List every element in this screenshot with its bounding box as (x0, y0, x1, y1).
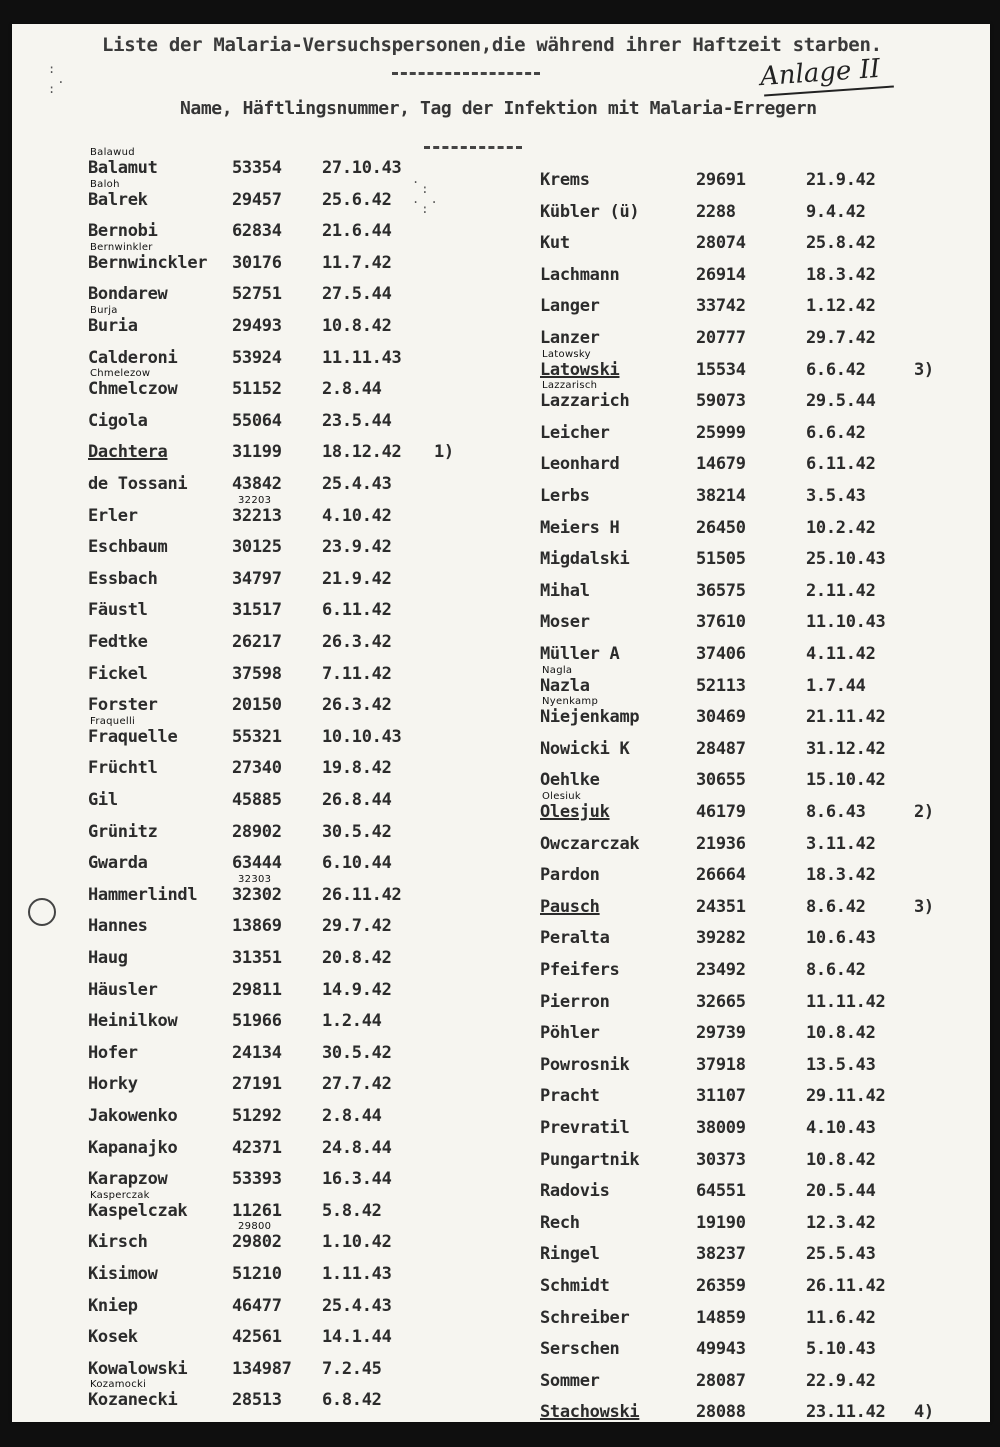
prisoner-name: Pungartnik (540, 1149, 640, 1170)
prisoner-name: Kosek (88, 1327, 138, 1348)
infection-date: 25.10.43 (806, 549, 886, 570)
prisoner-number: 14679 (696, 454, 746, 475)
prisoner-number: 30655 (696, 770, 746, 791)
prisoner-name: Gwarda (88, 853, 148, 874)
prisoner-name: Calderoni (88, 347, 178, 368)
infection-date: 21.9.42 (322, 568, 392, 589)
infection-date: 23.9.42 (322, 537, 392, 558)
prisoner-name: Leonhard (540, 454, 620, 475)
prisoner-name: Niejenkamp (540, 707, 640, 728)
prisoner-number: 29739 (696, 1023, 746, 1044)
handwritten-name-correction: Kozamocki (90, 1379, 147, 1391)
infection-date: 26.11.42 (322, 884, 402, 905)
footnote-ref: 3) (914, 896, 934, 917)
prisoner-number: 42561 (232, 1327, 282, 1348)
prisoner-name: Heinilkow (88, 1011, 178, 1032)
prisoner-name: Cigola (88, 410, 148, 431)
prisoner-name: Langer (540, 296, 600, 317)
prisoner-name: Erler (88, 505, 138, 526)
prisoner-name: Balamut (88, 158, 158, 178)
prisoner-name: Serschen (540, 1339, 620, 1360)
prisoner-name: Dachtera (88, 442, 168, 463)
infection-date: 25.8.42 (806, 233, 876, 254)
infection-date: 1.10.42 (322, 1232, 392, 1253)
prisoner-number: 29493 (232, 316, 282, 336)
infection-date: 18.3.42 (806, 264, 876, 285)
infection-date: 23.11.42 (806, 1402, 886, 1422)
infection-date: 27.7.42 (322, 1074, 392, 1095)
prisoner-name: Kirsch (88, 1232, 148, 1253)
handwritten-name-correction: Chmelezow (90, 368, 151, 380)
prisoner-number: 36575 (696, 580, 746, 601)
prisoner-number: 14859 (696, 1307, 746, 1328)
prisoner-number: 27191 (232, 1074, 282, 1095)
prisoner-number: 32302 (232, 884, 282, 905)
prisoner-name: Horky (88, 1074, 138, 1095)
infection-date: 6.10.44 (322, 853, 392, 874)
prisoner-name: Fedtke (88, 632, 148, 652)
prisoner-name: Hofer (88, 1042, 138, 1063)
prisoner-number: 38009 (696, 1118, 746, 1138)
prisoner-number: 26664 (696, 865, 746, 886)
prisoner-number: 21936 (696, 833, 746, 854)
prisoner-name: Kowalowski (88, 1358, 188, 1379)
handwritten-number-correction: 32303 (238, 873, 272, 885)
prisoner-name: Latowski (540, 359, 620, 380)
infection-date: 2.11.42 (806, 580, 876, 601)
prisoner-name: Schmidt (540, 1276, 610, 1296)
infection-date: 22.9.42 (806, 1370, 876, 1391)
prisoner-name: Radovis (540, 1181, 610, 1202)
prisoner-name: Buria (88, 316, 138, 336)
prisoner-number: 43842 (232, 474, 282, 494)
prisoner-name: Hammerlindl (88, 884, 198, 905)
prisoner-number: 52751 (232, 284, 282, 305)
prisoner-name: Pfeifers (540, 960, 620, 980)
prisoner-name: Karapzow (88, 1169, 168, 1190)
infection-date: 1.11.43 (322, 1264, 392, 1284)
prisoner-name: Chmelczow (88, 379, 178, 400)
infection-date: 6.6.42 (806, 422, 866, 443)
prisoner-number: 53354 (232, 158, 282, 178)
infection-date: 26.3.42 (322, 695, 392, 716)
prisoner-name: Kozanecki (88, 1390, 178, 1411)
prisoner-number: 31107 (696, 1086, 746, 1107)
stray-marks-margin: : . : (48, 62, 67, 96)
infection-date: 1.12.42 (806, 296, 876, 317)
infection-date: 25.4.43 (322, 1295, 392, 1316)
handwritten-name-correction: Nyenkamp (542, 696, 599, 708)
infection-date: 14.9.42 (322, 979, 392, 1000)
prisoner-number: 52113 (696, 675, 746, 696)
prisoner-number: 31351 (232, 948, 282, 968)
handwritten-name-correction: Nagla (542, 664, 573, 676)
infection-date: 4.11.42 (806, 644, 876, 664)
prisoner-number: 45885 (232, 790, 282, 810)
infection-date: 11.11.43 (322, 347, 402, 368)
infection-date: 27.10.43 (322, 158, 402, 178)
infection-date: 8.6.42 (806, 896, 866, 917)
prisoner-name: de Tossani (88, 474, 188, 494)
handwritten-name-correction: Latowsky (542, 348, 591, 360)
prisoner-number: 62834 (232, 221, 282, 242)
prisoner-number: 49943 (696, 1339, 746, 1360)
prisoner-name: Lazzarich (540, 391, 630, 412)
prisoner-number: 53393 (232, 1169, 282, 1190)
prisoner-number: 23492 (696, 960, 746, 980)
handwritten-name-correction: Kasperczak (90, 1189, 150, 1201)
prisoner-number: 30176 (232, 252, 282, 273)
prisoner-number: 24134 (232, 1042, 282, 1063)
prisoner-number: 11261 (232, 1200, 282, 1221)
prisoner-name: Balrek (88, 189, 148, 210)
prisoner-number: 31199 (232, 442, 282, 463)
prisoner-number: 53924 (232, 347, 282, 368)
prisoner-name: Powrosnik (540, 1054, 630, 1075)
infection-date: 19.8.42 (322, 758, 392, 779)
infection-date: 11.10.43 (806, 612, 886, 633)
prisoner-number: 28487 (696, 738, 746, 759)
prisoner-name: Pracht (540, 1086, 600, 1107)
prisoner-name: Nowicki K (540, 738, 630, 759)
prisoner-number: 55064 (232, 410, 282, 431)
prisoner-number: 24351 (696, 896, 746, 917)
prisoner-number: 38214 (696, 486, 746, 506)
prisoner-number: 38237 (696, 1244, 746, 1265)
prisoner-number: 29457 (232, 189, 282, 210)
infection-date: 15.10.42 (806, 770, 886, 791)
prisoner-name: Peralta (540, 928, 610, 949)
footnote-ref: 2) (914, 802, 934, 822)
infection-date: 10.8.42 (806, 1023, 876, 1044)
prisoner-number: 37406 (696, 644, 746, 664)
prisoner-number: 29691 (696, 170, 746, 190)
infection-date: 20.8.42 (322, 948, 392, 968)
prisoner-number: 37598 (232, 663, 282, 684)
prisoner-name: Fraquelle (88, 726, 178, 747)
infection-date: 25.5.43 (806, 1244, 876, 1265)
prisoner-number: 28088 (696, 1402, 746, 1422)
prisoner-number: 28513 (232, 1390, 282, 1411)
infection-date: 4.10.43 (806, 1118, 876, 1138)
prisoner-number: 29811 (232, 979, 282, 1000)
infection-date: 10.8.42 (806, 1149, 876, 1170)
prisoner-number: 25999 (696, 422, 746, 443)
prisoner-number: 32213 (232, 505, 282, 526)
infection-date: 6.11.42 (322, 600, 392, 621)
infection-date: 9.4.42 (806, 201, 866, 222)
prisoner-name: Meiers H (540, 517, 620, 538)
prisoner-number: 26450 (696, 517, 746, 538)
prisoner-name: Pausch (540, 896, 600, 917)
prisoner-number: 59073 (696, 391, 746, 412)
prisoner-number: 20150 (232, 695, 282, 716)
handwritten-annotation: Anlage II (759, 53, 882, 93)
handwritten-name-correction: Fraquelli (90, 715, 136, 727)
infection-date: 7.11.42 (322, 663, 392, 684)
infection-date: 12.3.42 (806, 1212, 876, 1233)
infection-date: 18.12.42 (322, 442, 402, 463)
infection-date: 2.8.44 (322, 1106, 382, 1126)
prisoner-name: Hannes (88, 916, 148, 937)
prisoner-name: Kniep (88, 1295, 138, 1316)
infection-date: 26.11.42 (806, 1276, 886, 1296)
infection-date: 21.11.42 (806, 707, 886, 728)
prisoner-number: 37610 (696, 612, 746, 633)
infection-date: 29.5.44 (806, 391, 876, 412)
prisoner-name: Sommer (540, 1370, 600, 1391)
prisoner-number: 28074 (696, 233, 746, 254)
prisoner-name: Stachowski (540, 1402, 640, 1422)
handwritten-number-correction: 29800 (238, 1221, 272, 1233)
prisoner-number: 27340 (232, 758, 282, 779)
document-page (12, 24, 990, 1422)
prisoner-name: Kisimow (88, 1264, 158, 1284)
prisoner-number: 64551 (696, 1181, 746, 1202)
prisoner-name: Kaspelczak (88, 1200, 188, 1221)
infection-date: 11.6.42 (806, 1307, 876, 1328)
prisoner-name: Mihal (540, 580, 590, 601)
prisoner-name: Owczarczak (540, 833, 640, 854)
prisoner-number: 46477 (232, 1295, 282, 1316)
infection-date: 24.8.44 (322, 1137, 392, 1158)
infection-date: 26.8.44 (322, 790, 392, 810)
prisoner-number: 30373 (696, 1149, 746, 1170)
infection-date: 10.8.42 (322, 316, 392, 336)
prisoner-name: Pöhler (540, 1023, 600, 1044)
prisoner-name: Bernobi (88, 221, 158, 242)
prisoner-number: 2288 (696, 201, 736, 222)
prisoner-number: 26914 (696, 264, 746, 285)
prisoner-name: Eschbaum (88, 537, 168, 558)
prisoner-number: 51292 (232, 1106, 282, 1126)
infection-date: 25.6.42 (322, 189, 392, 210)
prisoner-name: Fäustl (88, 600, 148, 621)
handwritten-name-correction: Olesiuk (542, 791, 582, 802)
footnote-ref: 3) (914, 359, 934, 380)
prisoner-number: 19190 (696, 1212, 746, 1233)
prisoner-name: Bernwinckler (88, 252, 208, 273)
subtitle-rule (424, 146, 522, 149)
infection-date: 30.5.42 (322, 1042, 392, 1063)
prisoner-number: 26359 (696, 1276, 746, 1296)
infection-date: 2.8.44 (322, 379, 382, 400)
prisoner-number: 30125 (232, 537, 282, 558)
prisoner-number: 20777 (696, 328, 746, 348)
prisoner-number: 32665 (696, 991, 746, 1012)
prisoner-name: Prevratil (540, 1118, 630, 1138)
footnote-ref: 1) (434, 442, 454, 463)
infection-date: 6.6.42 (806, 359, 866, 380)
infection-date: 30.5.42 (322, 821, 392, 842)
infection-date: 27.5.44 (322, 284, 392, 305)
infection-date: 16.3.44 (322, 1169, 392, 1190)
prisoner-number: 31517 (232, 600, 282, 621)
prisoner-name: Rech (540, 1212, 580, 1233)
prisoner-name: Ringel (540, 1244, 600, 1265)
infection-date: 21.9.42 (806, 170, 876, 190)
infection-date: 5.10.43 (806, 1339, 876, 1360)
handwritten-name-correction: Balawud (90, 147, 135, 158)
infection-date: 10.2.42 (806, 517, 876, 538)
prisoner-number: 63444 (232, 853, 282, 874)
prisoner-number: 15534 (696, 359, 746, 380)
prisoner-name: Kapanajko (88, 1137, 178, 1158)
infection-date: 13.5.43 (806, 1054, 876, 1075)
prisoner-name: Migdalski (540, 549, 630, 570)
document-title: Liste der Malaria-Versuchspersonen,die während ihrer Haftzeit starben. (102, 34, 882, 56)
stray-marks: . : . . : (412, 172, 440, 216)
prisoner-name: Krems (540, 170, 590, 190)
prisoner-number: 37918 (696, 1054, 746, 1075)
infection-date: 29.7.42 (806, 328, 876, 348)
column-heading: Name, Häftlingsnummer, Tag der Infektion mit Malaria-Erregern (180, 98, 817, 119)
prisoner-name: Lerbs (540, 486, 590, 506)
punch-hole (28, 898, 56, 926)
prisoner-name: Pierron (540, 991, 610, 1012)
infection-date: 4.10.42 (322, 505, 392, 526)
handwritten-number-correction: 32203 (238, 494, 272, 506)
prisoner-name: Nazla (540, 675, 590, 696)
infection-date: 14.1.44 (322, 1327, 392, 1348)
prisoner-name: Grünitz (88, 821, 158, 842)
handwritten-name-correction: Burja (90, 305, 118, 316)
infection-date: 11.11.42 (806, 991, 886, 1012)
prisoner-number: 29802 (232, 1232, 282, 1253)
prisoner-number: 28087 (696, 1370, 746, 1391)
infection-date: 10.10.43 (322, 726, 402, 747)
prisoner-number: 13869 (232, 916, 282, 937)
prisoner-name: Forster (88, 695, 158, 716)
infection-date: 3.11.42 (806, 833, 876, 854)
prisoner-name: Bondarew (88, 284, 168, 305)
prisoner-number: 134987 (232, 1358, 292, 1379)
infection-date: 20.5.44 (806, 1181, 876, 1202)
prisoner-name: Pardon (540, 865, 600, 886)
infection-date: 21.6.44 (322, 221, 392, 242)
prisoner-number: 26217 (232, 632, 282, 652)
infection-date: 8.6.42 (806, 960, 866, 980)
prisoner-number: 30469 (696, 707, 746, 728)
prisoner-name: Gil (88, 790, 118, 810)
infection-date: 1.7.44 (806, 675, 866, 696)
infection-date: 10.6.43 (806, 928, 876, 949)
prisoner-number: 34797 (232, 568, 282, 589)
infection-date: 29.11.42 (806, 1086, 886, 1107)
infection-date: 29.7.42 (322, 916, 392, 937)
prisoner-name: Lanzer (540, 328, 600, 348)
prisoner-number: 46179 (696, 802, 746, 822)
infection-date: 8.6.43 (806, 802, 866, 822)
prisoner-name: Moser (540, 612, 590, 633)
prisoner-number: 42371 (232, 1137, 282, 1158)
prisoner-number: 51210 (232, 1264, 282, 1284)
prisoner-name: Oehlke (540, 770, 600, 791)
prisoner-name: Fickel (88, 663, 148, 684)
prisoner-name: Schreiber (540, 1307, 630, 1328)
prisoner-number: 55321 (232, 726, 282, 747)
prisoner-name: Lachmann (540, 264, 620, 285)
infection-date: 18.3.42 (806, 865, 876, 886)
prisoner-number: 28902 (232, 821, 282, 842)
prisoner-name: Haug (88, 948, 128, 968)
infection-date: 11.7.42 (322, 252, 392, 273)
prisoner-name: Kut (540, 233, 570, 254)
prisoner-name: Essbach (88, 568, 158, 589)
prisoner-number: 51966 (232, 1011, 282, 1032)
infection-date: 31.12.42 (806, 738, 886, 759)
handwritten-name-correction: Baloh (90, 178, 120, 190)
title-rule (392, 72, 540, 75)
prisoner-name: Früchtl (88, 758, 158, 779)
handwritten-name-correction: Lazzarisch (542, 380, 598, 392)
prisoner-name: Jakowenko (88, 1106, 178, 1126)
infection-date: 7.2.45 (322, 1358, 382, 1379)
infection-date: 6.11.42 (806, 454, 876, 475)
prisoner-number: 51505 (696, 549, 746, 570)
infection-date: 1.2.44 (322, 1011, 382, 1032)
footnote-ref: 4) (914, 1402, 934, 1422)
infection-date: 25.4.43 (322, 474, 392, 494)
prisoner-number: 51152 (232, 379, 282, 400)
infection-date: 26.3.42 (322, 632, 392, 652)
prisoner-name: Olesjuk (540, 802, 610, 822)
infection-date: 5.8.42 (322, 1200, 382, 1221)
handwritten-name-correction: Bernwinkler (90, 241, 153, 253)
prisoner-name: Häusler (88, 979, 158, 1000)
prisoner-name: Leicher (540, 422, 610, 443)
prisoner-number: 33742 (696, 296, 746, 317)
infection-date: 23.5.44 (322, 410, 392, 431)
infection-date: 6.8.42 (322, 1390, 382, 1411)
prisoner-name: Müller A (540, 644, 620, 664)
prisoner-number: 39282 (696, 928, 746, 949)
prisoner-name: Kübler (ü) (540, 201, 640, 222)
infection-date: 3.5.43 (806, 486, 866, 506)
